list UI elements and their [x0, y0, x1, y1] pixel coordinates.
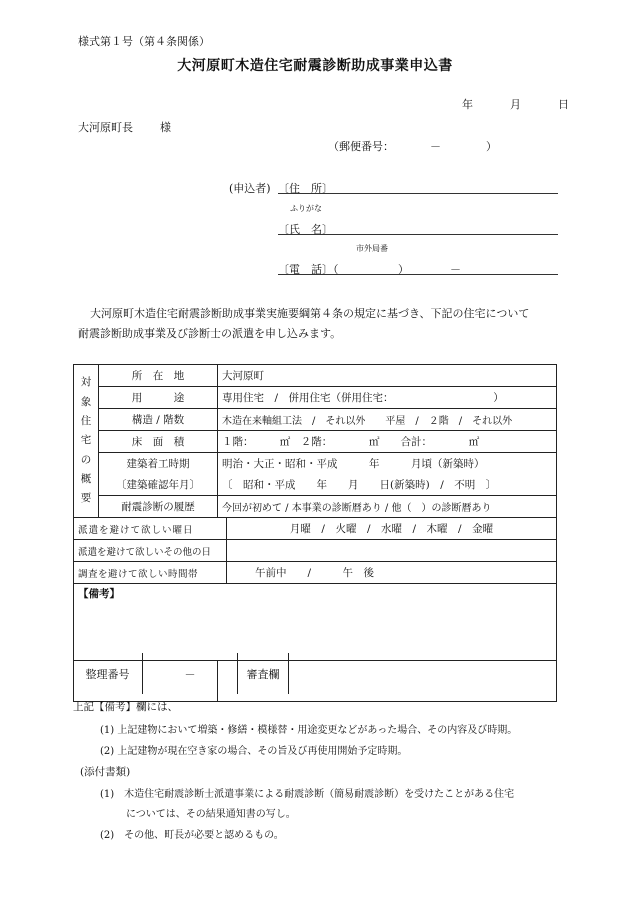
row-usage	[74, 387, 557, 409]
row-building-confirmation	[74, 474, 557, 496]
phone-dash: －	[450, 263, 461, 276]
addressee-name: 大河原町長	[78, 121, 133, 134]
group-char: 概	[80, 472, 92, 485]
date-day: 日	[558, 98, 569, 111]
row-structure	[74, 409, 557, 431]
phone-label: 〔電 話〕（	[278, 263, 339, 276]
structure-value[interactable]: 木造在来軸組工法 / それ以外 平屋 / ２階 / それ以外	[218, 409, 557, 431]
form-number: 様式第１号（第４条関係）	[78, 35, 210, 48]
group-char: 対	[80, 376, 92, 389]
construction-start-value[interactable]: 明治・大正・昭和・平成 年 月頃（新築時）	[218, 453, 557, 475]
group-char: 宅	[80, 434, 92, 447]
row-location	[74, 365, 557, 387]
building-confirmation-value[interactable]: 〔 昭和・平成 年 月 日(新築時) / 不明 〕	[218, 474, 557, 496]
date-year: 年	[462, 98, 473, 111]
date-month: 月	[510, 98, 521, 111]
avoid-days-label: 派遣を避けて欲しい曜日	[74, 518, 227, 540]
remarks-field[interactable]: 【備考】	[74, 584, 557, 661]
address-label: 〔住 所〕	[278, 182, 333, 195]
application-table	[73, 364, 557, 702]
review-field[interactable]	[289, 653, 555, 694]
row-avoid-other	[74, 540, 557, 562]
attachment-item-1: (1) 木造住宅耐震診断士派遣事業による耐震診断（簡易耐震診断）を受けたことがある住宅	[100, 789, 515, 800]
area-code-label: 市外局番	[356, 244, 388, 253]
addressee-honorific: 様	[160, 121, 171, 134]
structure-label: 構造 / 階数	[99, 409, 218, 431]
intro-line-2: 耐震診断助成事業及び診断士の派遣を申し込みます。	[78, 327, 342, 340]
avoid-time-value[interactable]: 午前中 / 午 後	[227, 562, 557, 584]
ref-number-cell: 整理番号	[73, 653, 143, 694]
building-confirmation-label: 〔建築確認年月〕	[99, 474, 218, 496]
phone-close: ）	[398, 263, 409, 276]
row-construction-start	[74, 453, 557, 475]
ref-number-value: －	[143, 653, 238, 694]
phone-field[interactable]	[278, 274, 558, 275]
diagnosis-history-label: 耐震診断の履歴	[99, 496, 218, 518]
review-label: 審査欄	[238, 653, 289, 694]
avoid-other-value[interactable]	[227, 540, 557, 562]
postal-dash: －	[430, 140, 441, 153]
postal-label: （郵便番号：	[328, 140, 394, 153]
row-diagnosis-history	[74, 496, 557, 518]
floor-area-value[interactable]: １階： ㎡ ２階： ㎡ 合計： ㎡	[218, 431, 557, 453]
notes-item-1: (1) 上記建物において増築・修繕・模様替・用途変更などがあった場合、その内容及び時期。	[100, 725, 518, 736]
name-label: 〔氏 名〕	[278, 223, 333, 236]
avoid-time-label: 調査を避けて欲しい時間帯	[74, 562, 227, 584]
avoid-other-label: 派遣を避けて欲しいその他の日	[74, 540, 227, 562]
construction-start-label: 建築着工時期	[99, 453, 218, 475]
location-value[interactable]: 大河原町	[218, 365, 557, 387]
diagnosis-history-value[interactable]: 今回が初めて / 本事業の診断暦あり / 他（ ）の診断暦あり	[218, 496, 557, 518]
furigana-label: ふりがな	[290, 204, 322, 213]
row-avoid-time	[74, 562, 557, 584]
notes-lead: 上記【備考】欄には、	[73, 701, 178, 713]
usage-value[interactable]: 専用住宅 / 併用住宅（併用住宅： ）	[218, 387, 557, 409]
location-label: 所 在 地	[99, 365, 218, 387]
floor-area-label: 床 面 積	[99, 431, 218, 453]
group-char: 住	[80, 415, 92, 428]
row-avoid-days	[74, 518, 557, 540]
name-field[interactable]	[278, 234, 558, 235]
attachment-item-1-cont: については、その結果通知書の写し。	[126, 809, 296, 820]
avoid-days-value[interactable]: 月曜 / 火曜 / 水曜 / 木曜 / 金曜	[227, 518, 557, 540]
usage-label: 用 途	[99, 387, 218, 409]
address-field[interactable]	[278, 193, 558, 194]
row-floor-area	[74, 431, 557, 453]
applicant-label: (申込者)	[229, 182, 271, 195]
group-char: 要	[80, 492, 92, 505]
overview-group-label	[74, 365, 99, 518]
attachments-label: (添付書類)	[80, 766, 131, 778]
reference-row-overlay	[73, 653, 556, 694]
intro-line-1: 大河原町木造住宅耐震診断助成事業実施要綱第４条の規定に基づき、下記の住宅について	[90, 307, 530, 320]
group-char: 象	[80, 395, 92, 408]
postal-close: ）	[486, 140, 497, 153]
notes-item-2: (2) 上記建物が現在空き家の場合、その旨及び再使用開始予定時期。	[100, 746, 408, 757]
page-title: 大河原町木造住宅耐震診断助成事業申込書	[177, 58, 453, 74]
attachment-item-2: (2) その他、町長が必要と認めるもの。	[100, 830, 284, 841]
group-char: の	[80, 453, 92, 466]
row-remarks	[74, 584, 557, 661]
